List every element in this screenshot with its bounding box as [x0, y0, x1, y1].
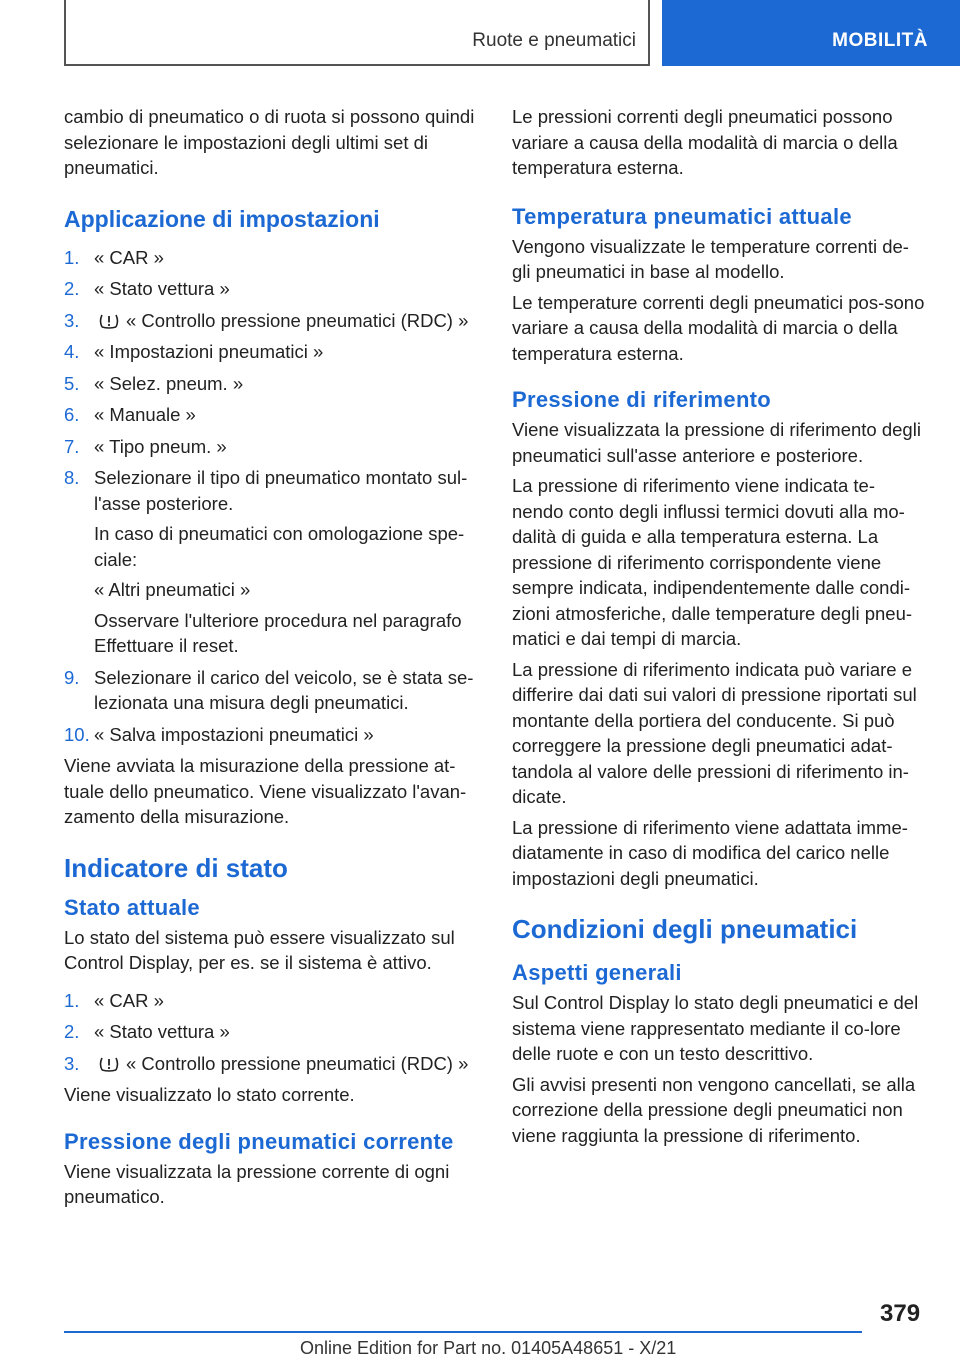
paragraph-rif1: Viene visualizzata la pressione di riferimento degli pneumatici sull'asse anteriore e posteriore.	[512, 419, 921, 466]
heading-temperatura: Temperatura pneumatici attuale	[512, 203, 852, 229]
right-column	[512, 104, 926, 1153]
list-item: 2. « Stato vettura »	[64, 278, 230, 299]
list-item: 3. « Controllo pressione pneumatici (RDC) »	[64, 309, 469, 331]
list-item: 4. « Impostazioni pneumatici »	[64, 341, 324, 362]
steps-list-stato	[64, 988, 478, 1077]
header-chapter-tab	[662, 0, 960, 66]
tire-pressure-warning-icon	[98, 313, 120, 329]
tire-pressure-warning-icon	[98, 1056, 120, 1072]
heading-riferimento: Pressione di riferimento	[512, 387, 772, 412]
paragraph-corrente: Viene visualizzato lo stato corrente.	[64, 1084, 355, 1105]
paragraph-temp2: Le temperature correnti degli pneumatici pos-sono variare a causa della modalità di marcia o della temperatura esterna.	[512, 291, 925, 364]
heading-applicazione: Applicazione di impostazioni	[64, 205, 380, 232]
steps-list-applicazione	[64, 245, 478, 748]
paragraph-pressioni: Le pressioni correnti degli pneumatici possono variare a causa della modalità di marcia o della temperatura esterna.	[512, 106, 898, 178]
header-section-box	[64, 0, 650, 66]
page-number: 379	[880, 1300, 921, 1327]
list-item: 6. « Manuale »	[64, 404, 196, 425]
left-column	[64, 104, 478, 1215]
list-item: 5. « Selez. pneum. »	[64, 372, 244, 394]
paragraph-rif3: La pressione di riferimento indicata può variare e differire dai dati sui valori di pressione riportati sul montante della portiera del conducente. Si può correggere la pressione degli pneumatici adat-tandola al valore delle pressioni di riferimento in-dicate.	[512, 658, 917, 807]
heading-pressione-corrente: Pressione degli pneumatici corrente	[64, 1128, 454, 1154]
paragraph-avviata: Viene avviata la misurazione della pressione at-tuale dello pneumatico. Viene visualizzato l'avan-zamento della misurazione.	[64, 755, 467, 827]
paragraph-stato: Lo stato del sistema può essere visualizzato sul Control Display, per es. se il sistema è attivo.	[64, 926, 455, 973]
footer-divider	[64, 1331, 862, 1333]
paragraph-asp1: Sul Control Display lo stato degli pneumatici e del sistema viene rappresentato mediante il co-lore delle ruote e con un testo descrittivo.	[512, 992, 919, 1064]
list-item: 7. « Tipo pneum. »	[64, 435, 227, 457]
paragraph-rif2: La pressione di riferimento viene indicata te-nendo conto degli influssi termici dovuti alla mo-dalità di guida e alla temperatura esterna. La pressione di riferimento corrispondente viene sempre indicata, indipendentemente dalle condi-zioni atmosferiche, dalle temperature degli pneu-matici e dai tempi di marcia.	[512, 475, 913, 649]
heading-condizioni: Condizioni degli pneumatici	[512, 914, 858, 944]
list-item: 1. « CAR »	[64, 989, 164, 1011]
intro-paragraph: cambio di pneumatico o di ruota si possono quindi selezionare le impostazioni degli ultimi set di pneumatici.	[64, 106, 475, 178]
list-item: 8. Selezionare il tipo di pneumatico montato sul-l'asse posteriore. In caso di pneumatici con omologazione spe-ciale: « Altri pneumatici » Osservare l'ulteriore procedura nel paragrafo Effettuare il reset.	[64, 467, 468, 656]
list-item: 1. « CAR »	[64, 246, 164, 268]
header-chapter-title: MOBILITÀ	[832, 30, 928, 51]
paragraph-pressione-corrente: Viene visualizzata la pressione corrente di ogni pneumatico.	[64, 1160, 450, 1207]
heading-indicatore-stato: Indicatore di stato	[64, 852, 288, 883]
paragraph-asp2: Gli avvisi presenti non vengono cancellati, se alla correzione della pressione degli pneumatici non viene raggiunta la pressione di riferimento.	[512, 1073, 916, 1146]
heading-aspetti: Aspetti generali	[512, 960, 682, 985]
header-section-title: Ruote e pneumatici	[472, 30, 636, 51]
page-header	[0, 0, 960, 66]
list-item: 2. « Stato vettura »	[64, 1021, 230, 1042]
list-item: 9. Selezionare il carico del veicolo, se è stata se-lezionata una misura degli pneumatici.	[64, 666, 474, 713]
footer-edition: Online Edition for Part no. 01405A48651 - X/21	[300, 1338, 677, 1358]
list-item: 10. « Salva impostazioni pneumatici »	[64, 723, 374, 745]
paragraph-temp1: Vengono visualizzate le temperature correnti de-gli pneumatici in base al modello.	[512, 235, 909, 282]
paragraph-rif4: La pressione di riferimento viene adattata imme-diatamente in caso di modifica del carico nelle impostazioni degli pneumatici.	[512, 816, 908, 889]
list-item: 3. « Controllo pressione pneumatici (RDC) »	[64, 1052, 469, 1074]
heading-stato-attuale: Stato attuale	[64, 894, 200, 920]
